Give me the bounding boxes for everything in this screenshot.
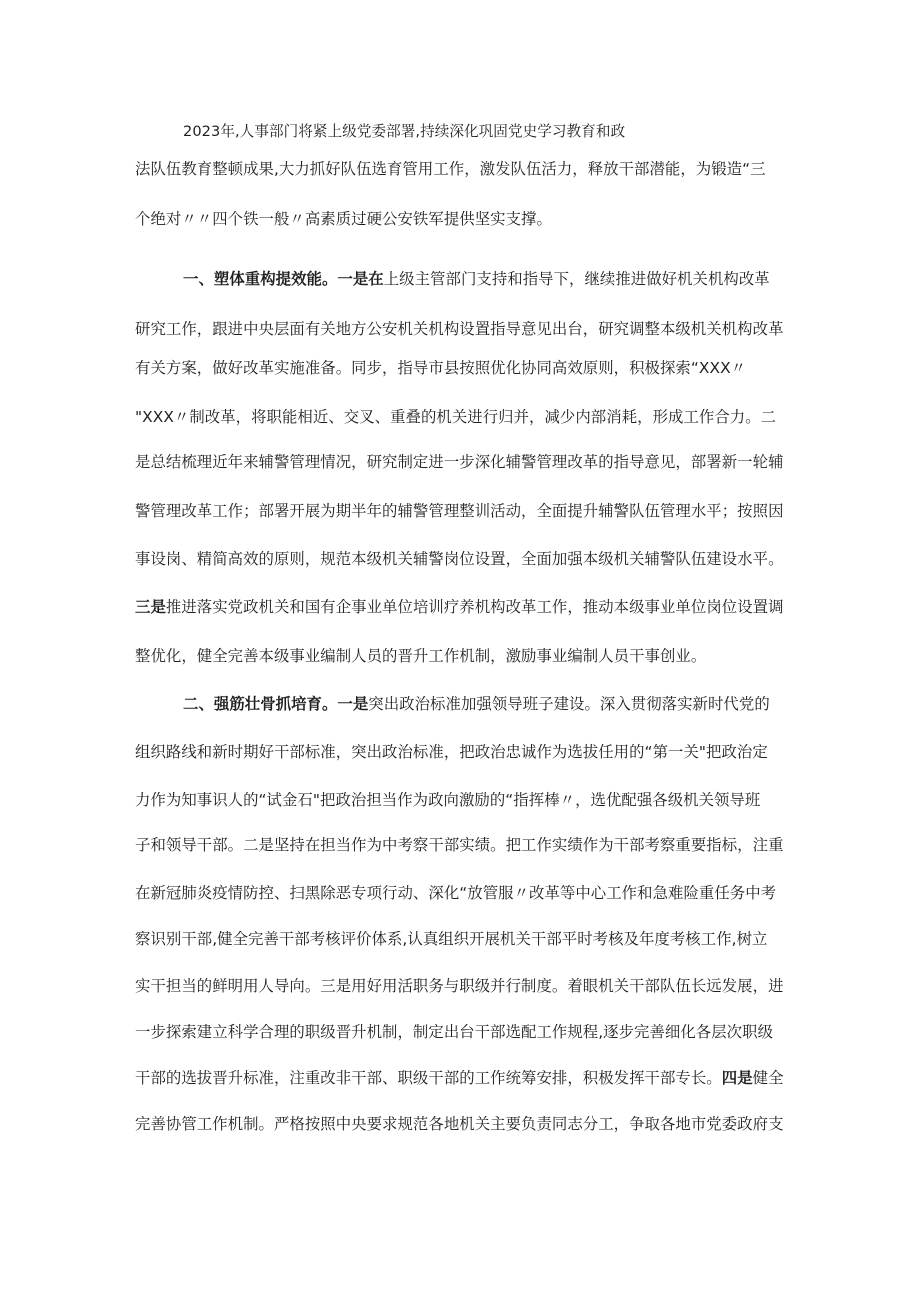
body-text: 一步探索建立科学合理的职级晋升机制，制定出台干部选配工作规程,逐步完善细化各层次职级	[135, 1023, 774, 1041]
body-text: 健全	[752, 1069, 784, 1087]
body-text: 有关方案，做好改革实施准备。同步，指导市县按照优化协同高效原则，积极探索“XXX〃	[135, 359, 747, 377]
body-text: 子和领导干部。二是坚持在担当作为中考察干部实绩。把工作实绩作为干部考察重要指标，注重	[135, 836, 784, 854]
paragraph-2-line-9	[135, 645, 706, 667]
paragraph-1-line-3	[135, 208, 552, 230]
paragraph-3-line-2	[135, 741, 768, 763]
document-body	[135, 109, 785, 1149]
body-text: 2023年,人事部门将紧上级党委部署,持续深化巩固党史学习教育和政	[183, 123, 626, 140]
body-text: 突出政治标准加强领导班子建设。深入贯彻落实新时代党的	[368, 695, 770, 713]
bold-lead-text: 二、强筋壮骨抓培育。一是	[183, 695, 369, 713]
bold-lead-text: 一、塑体重构提效能。一是在	[183, 270, 384, 288]
body-text: 警管理改革工作；部署开展为期半年的辅警管理整训活动，全面提升辅警队伍管理水平；按照因	[135, 502, 784, 520]
bold-lead-text: 四是	[721, 1069, 753, 1087]
paragraph-2-line-1	[183, 268, 770, 290]
body-text: 法队伍教育整顿成果,大力抓好队伍选育管用工作，激发队伍活力，释放干部潜能，为锻造“三	[135, 160, 766, 178]
body-text: 事设岗、精简高效的原则，规范本级机关辅警岗位设置，全面加强本级机关辅警队伍建设水平。	[135, 550, 784, 568]
body-text: 是总结梳理近年来辅警管理情况，研究制定进一步深化辅警管理改革的指导意见，部署新一轮辅	[135, 453, 784, 471]
body-text: 完善协管工作机制。严格按照中央要求规范各地机关主要负责同志分工，争取各地市党委政府支	[135, 1115, 784, 1133]
paragraph-2-line-6	[135, 500, 784, 522]
paragraph-2-line-3	[135, 357, 746, 379]
body-text: 整优化，健全完善本级事业编制人员的晋升工作机制，激励事业编制人员干事创业。	[135, 647, 707, 665]
paragraph-2-line-2	[135, 318, 784, 340]
body-text: 组织路线和新时期好干部标准，突出政治标准，把政治忠诚作为选拔任用的“第一关"把政治定	[135, 743, 768, 761]
body-text: 察识别干部,健全完善干部考核评价体系,认真组织开展机关干部平时考核及年度考核工作,树立	[135, 930, 768, 948]
paragraph-3-line-6	[135, 928, 767, 950]
paragraph-3-line-4	[135, 834, 784, 856]
bold-lead-text: 三是	[135, 598, 166, 616]
paragraph-3-line-7	[135, 975, 784, 997]
body-text: 在新冠肺炎疫情防控、扫黑除恶专项行动、深化“放管服〃改革等中心工作和急难险重任务中考	[135, 884, 777, 902]
paragraph-3-line-5	[135, 882, 776, 904]
paragraph-3-line-10	[135, 1113, 784, 1135]
paragraph-2-line-4	[135, 406, 776, 428]
body-text: 上级主管部门支持和指导下，继续推进做好机关机构改革	[383, 270, 770, 288]
body-text: 实干担当的鲜明用人导向。三是用好用活职务与职级并行制度。着眼机关干部队伍长远发展，进	[135, 977, 784, 995]
paragraph-2-line-7	[135, 548, 784, 570]
body-text: 研究工作，跟进中央层面有关地方公安机关机构设置指导意见出台，研究调整本级机关机构改革	[135, 320, 784, 338]
paragraph-1-line-1	[183, 121, 625, 143]
body-text: 推进落实党政机关和国有企事业单位培训疗养机构改革工作，推动本级事业单位岗位设置调	[165, 598, 784, 616]
body-text: 干部的选拔晋升标准，注重改非干部、职级干部的工作统筹安排，积极发挥干部专长。	[135, 1069, 722, 1087]
paragraph-3-line-1	[183, 693, 770, 715]
body-text: 力作为知事识人的“试金石"把政治担当作为政向激励的“指挥棒〃，选优配强各级机关领导班	[135, 791, 761, 809]
paragraph-3-line-9	[135, 1067, 784, 1089]
body-text: 个绝对〃〃四个铁一般〃高素质过硬公安铁军提供坚实支撑。	[135, 210, 552, 228]
paragraph-1-line-2	[135, 158, 766, 180]
paragraph-2-line-8	[135, 596, 784, 618]
paragraph-3-line-3	[135, 789, 760, 811]
paragraph-2-line-5	[135, 451, 784, 473]
paragraph-3-line-8	[135, 1021, 773, 1043]
body-text: "XXX〃制改革，将职能相近、交叉、重叠的机关进行归并，减少内部消耗，形成工作合力。二	[135, 408, 777, 426]
